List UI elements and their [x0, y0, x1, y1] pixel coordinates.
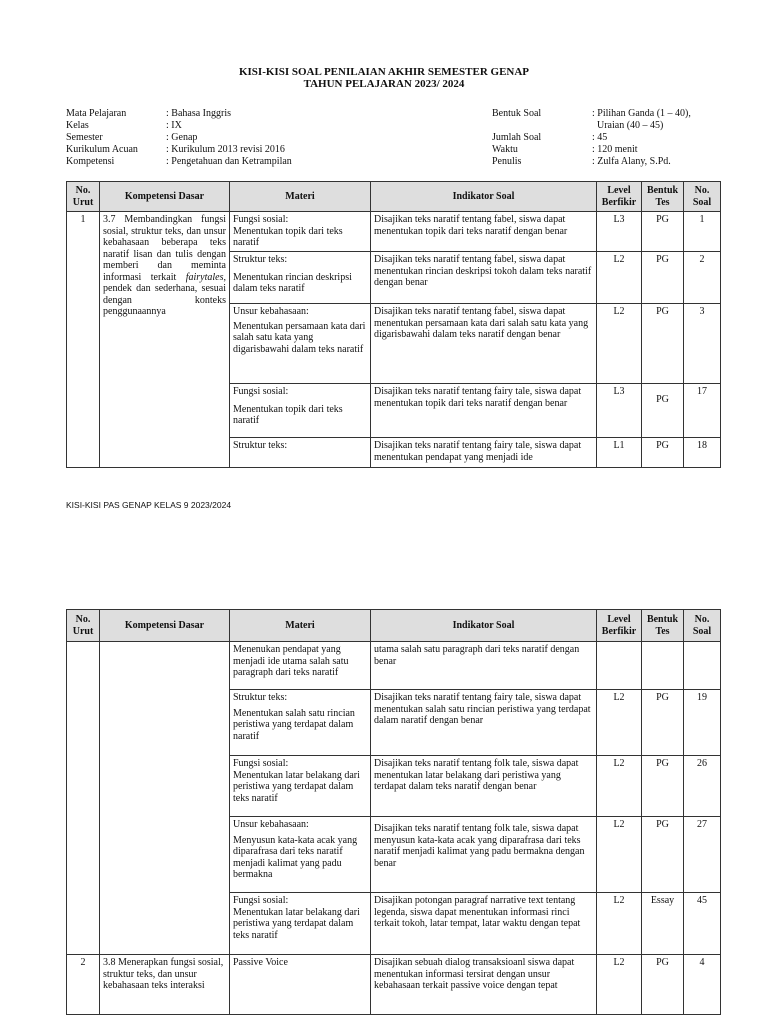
document-subtitle: TAHUN PELAJARAN 2023/ 2024 — [303, 78, 465, 90]
cell-nosoal — [684, 642, 721, 690]
cell-indikator: Disajikan teks naratif tentang folk tale, siswa dapat menyusun kata-kata acak yang diparafrasa dari teks naratif menjadi kalimat yang padu bermakna dengan benar — [371, 817, 597, 893]
cell-kd — [100, 212, 230, 468]
cell-no: 1 — [67, 212, 100, 468]
materi-body: Menentukan persamaan kata dari salah satu kata yang digarisbawahi dalam teks naratif — [233, 320, 366, 355]
meta-right — [492, 108, 691, 168]
cell-bentuk: PG — [642, 817, 684, 893]
col-header-no: No. Urut — [67, 182, 100, 212]
kd-tail: , pendek dan sederhana, sesuai dengan konteks penggunaannya — [103, 271, 226, 317]
cell-materi — [230, 438, 371, 468]
meta-row — [492, 120, 691, 132]
kd-text: 3.7 Membandingkan fungsi sosial, struktur teks, dan unsur kebahasaan beberapa teks naratif lisan dan tulis dengan memberi dan meminta informasi terkait — [103, 214, 226, 283]
cell-nosoal: 4 — [684, 955, 721, 1015]
meta-row — [66, 156, 292, 168]
materi-head: Struktur teks: — [233, 440, 288, 451]
table-row — [67, 955, 721, 1015]
materi-head: Struktur teks: — [233, 254, 288, 265]
cell-no — [67, 642, 100, 955]
meta-row — [66, 132, 292, 144]
cell-level: L3 — [597, 384, 642, 438]
cell-indikator: Disajikan teks naratif tentang fabel, siswa dapat menentukan topik dari teks naratif dengan benar — [371, 212, 597, 252]
cell-bentuk: PG — [642, 384, 684, 438]
meta-value: : Zulfa Alany, S.Pd. — [592, 156, 671, 167]
cell-indikator: utama salah satu paragraph dari teks naratif dengan benar — [371, 642, 597, 690]
meta-value: : Kurikulum 2013 revisi 2016 — [166, 144, 285, 155]
cell-bentuk: PG — [642, 252, 684, 304]
cell-bentuk: PG — [642, 690, 684, 756]
materi-body: Menentukan topik dari teks naratif — [233, 403, 343, 426]
cell-materi — [230, 756, 371, 817]
meta-key: Kompetensi — [66, 156, 115, 167]
materi-head: Fungsi sosial: — [233, 214, 289, 225]
col-header-kd: Kompetensi Dasar — [100, 610, 230, 642]
cell-indikator: Disajikan teks naratif tentang fairy tale, siswa dapat menentukan pendapat yang menjadi ide — [371, 438, 597, 468]
col-header-bentuk: Bentuk Tes — [642, 610, 684, 642]
col-header-indikator: Indikator Soal — [371, 610, 597, 642]
col-header-bentuk: Bentuk Tes — [642, 182, 684, 212]
cell-level: L3 — [597, 212, 642, 252]
meta-value: : 120 menit — [592, 144, 638, 155]
cell-level: L2 — [597, 817, 642, 893]
cell-bentuk: Essay — [642, 893, 684, 955]
meta-row — [492, 156, 691, 168]
cell-materi — [230, 212, 371, 252]
cell-nosoal: 18 — [684, 438, 721, 468]
cell-materi — [230, 817, 371, 893]
cell-materi — [230, 690, 371, 756]
cell-level: L1 — [597, 438, 642, 468]
meta-key: Waktu — [492, 144, 518, 155]
meta-value: : Pengetahuan dan Ketrampilan — [166, 156, 292, 167]
col-header-nosoal: No. Soal — [684, 182, 721, 212]
meta-value: : 45 — [592, 132, 608, 143]
meta-key: Semester — [66, 132, 103, 143]
meta-row — [66, 120, 292, 132]
meta-row — [66, 108, 292, 120]
cell-indikator: Disajikan teks naratif tentang fabel, siswa dapat menentukan persamaan kata dari salah satu kata yang digarisbawahi dalam teks naratif dengan benar — [371, 304, 597, 384]
document-title: KISI-KISI SOAL PENILAIAN AKHIR SEMESTER GENAP — [238, 66, 530, 78]
meta-key: Kelas — [66, 120, 89, 131]
meta-key: Kurikulum Acuan — [66, 144, 138, 155]
cell-nosoal: 3 — [684, 304, 721, 384]
cell-level: L2 — [597, 893, 642, 955]
meta-left — [66, 108, 292, 168]
materi-head: Fungsi sosial: — [233, 758, 289, 769]
col-header-level: Level Berfikir — [597, 610, 642, 642]
meta-key — [492, 120, 592, 132]
cell-level: L2 — [597, 690, 642, 756]
meta-key: Mata Pelajaran — [66, 108, 127, 119]
materi-body: Menentukan latar belakang dari peristiwa yang terdapat dalam teks naratif — [233, 769, 360, 804]
cell-nosoal: 2 — [684, 252, 721, 304]
materi-head: Struktur teks: — [233, 692, 288, 703]
meta-value: : Pilihan Ganda (1 – 40), — [592, 108, 691, 119]
table-header-row — [67, 182, 721, 212]
cell-level: L2 — [597, 304, 642, 384]
cell-bentuk: PG — [642, 955, 684, 1015]
cell-bentuk: PG — [642, 212, 684, 252]
cell-level: L2 — [597, 252, 642, 304]
cell-nosoal: 26 — [684, 756, 721, 817]
meta-row — [492, 144, 691, 156]
cell-bentuk — [642, 642, 684, 690]
col-header-materi: Materi — [230, 182, 371, 212]
cell-indikator: Disajikan teks naratif tentang fabel, siswa dapat menentukan rincian deskripsi tokoh dalam teks naratif dengan benar — [371, 252, 597, 304]
cell-kd — [100, 642, 230, 955]
materi-body: Menenukan pendapat yang menjadi ide utama salah satu paragraph dari teks naratif — [233, 644, 349, 678]
cell-bentuk: PG — [642, 304, 684, 384]
meta-key: Penulis — [492, 156, 522, 167]
materi-body: Menentukan latar belakang dari peristiwa yang terdapat dalam teks naratif — [233, 906, 360, 941]
meta-value: Uraian (40 – 45) — [592, 120, 664, 131]
cell-nosoal: 45 — [684, 893, 721, 955]
cell-nosoal: 17 — [684, 384, 721, 438]
meta-key: Jumlah Soal — [492, 132, 542, 143]
col-header-materi: Materi — [230, 610, 371, 642]
cell-indikator: Disajikan teks naratif tentang folk tale, siswa dapat menentukan latar belakang dari peristiwa yang terdapat dalam teks naratif dengan benar — [371, 756, 597, 817]
materi-head: Fungsi sosial: — [233, 895, 289, 906]
cell-indikator: Disajikan teks naratif tentang fairy tale, siswa dapat menentukan salah satu rincian peristiwa yang terdapat dalam naratif dengan benar — [371, 690, 597, 756]
cell-materi — [230, 384, 371, 438]
meta-value: : Bahasa Inggris — [166, 108, 231, 119]
table-header-row — [67, 610, 721, 642]
cell-bentuk: PG — [642, 438, 684, 468]
cell-materi — [230, 304, 371, 384]
cell-kd: 3.8 Menerapkan fungsi sosial, struktur teks, dan unsur kebahasaan teks interaksi — [100, 955, 230, 1015]
meta-key: Bentuk Soal — [492, 108, 542, 119]
materi-body: Menyusun kata-kata acak yang diparafrasa dari teks naratif menjadi kalimat yang padu bermakna — [233, 834, 358, 880]
cell-no: 2 — [67, 955, 100, 1015]
materi-body: Menentukan topik dari teks naratif — [233, 225, 343, 248]
meta-row — [66, 144, 292, 156]
col-header-kd: Kompetensi Dasar — [100, 182, 230, 212]
cell-level — [597, 642, 642, 690]
meta-row — [492, 132, 691, 144]
kisi-table-2 — [66, 609, 721, 1015]
materi-head: Fungsi sosial: — [233, 386, 289, 397]
page-footer-note: KISI-KISI PAS GENAP KELAS 9 2023/2024 — [66, 500, 232, 510]
cell-indikator: Disajikan teks naratif tentang fairy tale, siswa dapat menentukan topik dari teks naratif dengan benar — [371, 384, 597, 438]
table-row — [67, 212, 721, 252]
cell-materi — [230, 642, 371, 690]
cell-level: L2 — [597, 756, 642, 817]
cell-level: L2 — [597, 955, 642, 1015]
table-row — [67, 642, 721, 690]
kisi-table-1 — [66, 181, 721, 468]
meta-row — [492, 108, 691, 120]
materi-head: Unsur kebahasaan: — [233, 819, 309, 830]
meta-value: : Genap — [166, 132, 198, 143]
materi-body: Menentukan rincian deskripsi dalam teks naratif — [233, 271, 352, 294]
cell-indikator: Disajikan potongan paragraf narrative text tentang legenda, siswa dapat menentukan informasi rinci terkait tokoh, latar tempat, latar waktu dengan tepat — [371, 893, 597, 955]
cell-materi — [230, 893, 371, 955]
cell-nosoal: 19 — [684, 690, 721, 756]
col-header-no: No. Urut — [67, 610, 100, 642]
cell-materi: Passive Voice — [230, 955, 371, 1015]
materi-body: Menentukan salah satu rincian peristiwa yang terdapat dalam naratif — [233, 707, 355, 742]
col-header-indikator: Indikator Soal — [371, 182, 597, 212]
cell-indikator: Disajikan sebuah dialog transaksioanl siswa dapat menentukan informasi tersirat dengan unsur kebahasaan terkait passive voice dengan tepat — [371, 955, 597, 1015]
materi-head: Unsur kebahasaan: — [233, 306, 309, 317]
cell-nosoal: 1 — [684, 212, 721, 252]
col-header-nosoal: No. Soal — [684, 610, 721, 642]
col-header-level: Level Berfikir — [597, 182, 642, 212]
cell-nosoal: 27 — [684, 817, 721, 893]
kd-italic: fairytales — [185, 271, 224, 283]
cell-materi — [230, 252, 371, 304]
meta-value: : IX — [166, 120, 182, 131]
cell-bentuk: PG — [642, 756, 684, 817]
